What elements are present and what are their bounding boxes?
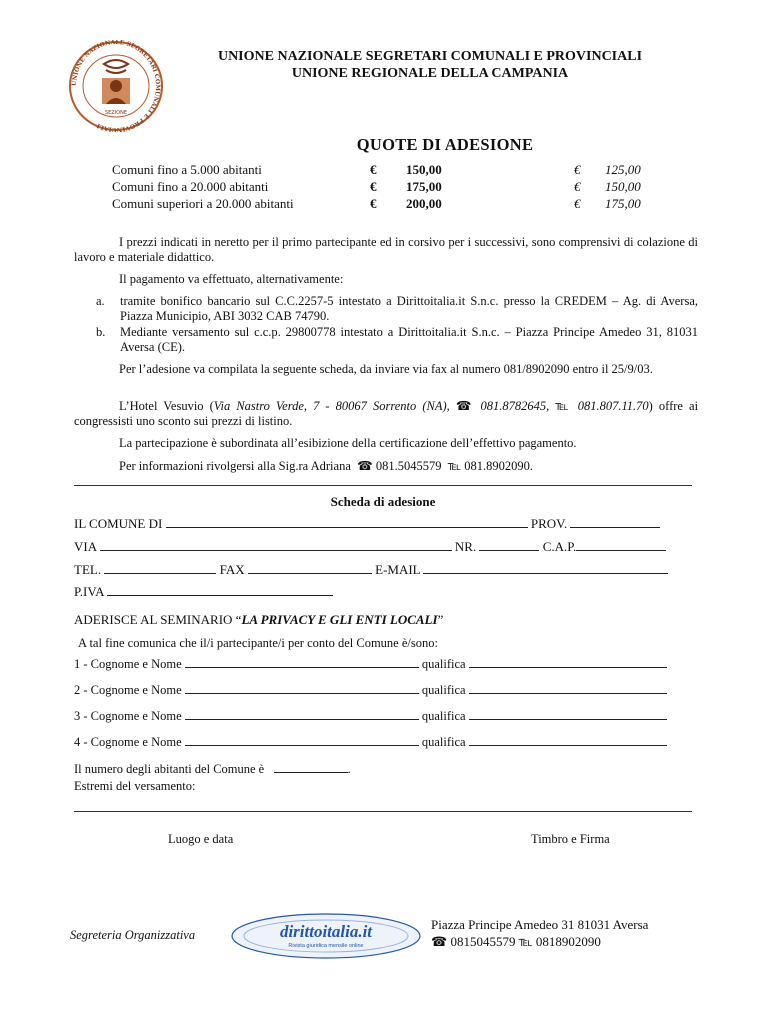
header-line-1: UNIONE NAZIONALE SEGRETARI COMUNALI E PROVINCIALI [217, 49, 643, 64]
via-field[interactable] [100, 539, 452, 551]
prov-field[interactable] [570, 516, 660, 528]
inhabitants-field[interactable] [274, 761, 348, 773]
inhabitants-row [74, 761, 694, 777]
fax-icon: ℡ [447, 459, 462, 473]
quote-first-price: 150,00 [406, 162, 442, 177]
fax-field[interactable] [248, 562, 372, 574]
seal-caption: SEZIONE [104, 110, 128, 116]
footer-phone-line [431, 933, 648, 950]
quote-label: Comuni superiori a 20.000 abitanti [112, 196, 294, 211]
participant-name-field[interactable] [185, 708, 419, 720]
euro-sign: € [574, 196, 581, 211]
quote-first-price: 200,00 [406, 196, 442, 211]
stamp-signature-label: Timbro e Firma [531, 832, 610, 846]
euro-sign: € [370, 179, 377, 194]
participant-name-field[interactable] [185, 734, 419, 746]
via-label: VIA [74, 539, 97, 554]
info-fax: 081.8902090. [464, 459, 534, 473]
payment-option-b [96, 325, 698, 355]
participant-role-field[interactable] [469, 734, 667, 746]
footer-organizer: Segreteria Organizzativa [70, 928, 196, 942]
payment-option-text: tramite bonifico bancario sul C.C.2257-5 intestato a Dirittoitalia.it S.n.c. presso la CREDEM – Ag. di Aversa, Piazza Municipio, ABI 3032 CAB 74790. [120, 294, 698, 323]
piva-field[interactable] [107, 584, 333, 596]
participants-intro: A tal fine comunica che il/i partecipante/i per conto del Comune è/sono: [78, 636, 438, 650]
hotel-phone: 081.8782645, [480, 399, 550, 413]
phone-icon: ☎ [431, 934, 448, 949]
adhesion-instructions: Per l’adesione va compilata la seguente scheda, da inviare via fax al numero 081/8902090 entro il 25/9/03. [119, 362, 653, 376]
euro-sign: € [370, 196, 377, 211]
hotel-address: Via Nastro Verde, 7 - 80067 Sorrento (NA), [213, 399, 450, 413]
hotel-prefix: L’Hotel Vesuvio ( [119, 399, 214, 413]
dirittoitalia-logo [230, 912, 422, 960]
form-row-contacts [74, 562, 694, 578]
adherence-prefix: ADERISCE AL SEMINARIO “ [74, 612, 242, 627]
euro-sign: € [574, 179, 581, 194]
list-marker: a. [96, 294, 105, 308]
cap-label: C.A.P. [542, 539, 577, 554]
quote-first-price: 175,00 [406, 179, 442, 194]
hotel-suffix: ) offre ai congressisti uno sconto sui prezzi di listino. [74, 399, 699, 428]
hotel-fax: 081.807.11.70 [577, 399, 649, 413]
seal-ring-text: UNIONE NAZIONALE SEGRETARI COMUNALI E PROVINCIALI [70, 40, 162, 132]
list-marker: b. [96, 325, 106, 339]
nr-label: NR. [454, 539, 477, 554]
inhabitants-end: . [347, 762, 351, 776]
comune-label: IL COMUNE DI [74, 516, 163, 531]
footer-contacts [431, 916, 648, 950]
payment-option-text: Mediante versamento sul c.c.p. 29800778 intestato a Dirittoitalia.it S.n.c. – Piazza Principe Amedeo 31, 81031 Aversa (CE). [120, 325, 698, 354]
divider [74, 485, 692, 486]
qualifica-label: qualifica [421, 683, 466, 697]
seminar-adherence [74, 612, 694, 628]
participant-row [74, 734, 694, 750]
tel-label: TEL. [74, 562, 102, 577]
page-title: QUOTE DI ADESIONE [356, 135, 534, 154]
participant-label: 3 - Cognome e Nome [74, 709, 182, 723]
info-phone: 081.5045579 [375, 459, 442, 473]
email-field[interactable] [423, 562, 668, 574]
email-label: E-MAIL [375, 562, 421, 577]
qualifica-label: qualifica [421, 657, 466, 671]
participation-condition: La partecipazione è subordinata all’esibizione della certificazione dell’effettivo pagamento. [119, 436, 577, 450]
fax-icon: ℡ [518, 934, 533, 949]
payment-details-label: Estremi del versamento: [74, 779, 196, 793]
form-row-via [74, 539, 694, 555]
footer-address: Piazza Principe Amedeo 31 81031 Aversa [431, 917, 649, 932]
participant-label: 2 - Cognome e Nome [74, 683, 182, 697]
info-prefix: Per informazioni rivolgersi alla Sig.ra Adriana [119, 459, 351, 473]
participant-name-field[interactable] [185, 656, 419, 668]
participant-row [74, 708, 694, 724]
fax-label: FAX [219, 562, 245, 577]
participant-row [74, 682, 694, 698]
quote-other-price: 125,00 [605, 162, 641, 177]
qualifica-label: qualifica [421, 709, 466, 723]
participant-role-field[interactable] [469, 656, 667, 668]
qualifica-label: qualifica [421, 735, 466, 749]
cap-field[interactable] [576, 539, 666, 551]
quote-label: Comuni fino a 5.000 abitanti [112, 162, 262, 177]
euro-sign: € [370, 162, 377, 177]
footer-fax: 0818902090 [535, 934, 601, 949]
quote-other-price: 175,00 [605, 196, 641, 211]
header-line-2: UNIONE REGIONALE DELLA CAMPANIA [291, 66, 569, 81]
piva-label: P.IVA [74, 584, 104, 599]
payment-intro: Il pagamento va effettuato, alternativamente: [119, 272, 344, 286]
quote-label: Comuni fino a 20.000 abitanti [112, 179, 269, 194]
seminar-name: LA PRIVACY E GLI ENTI LOCALI [241, 612, 438, 627]
prov-label: PROV. [530, 516, 568, 531]
footer-phone: 0815045579 [450, 934, 516, 949]
hotel-offer [74, 399, 698, 429]
payment-details-field[interactable] [74, 811, 692, 812]
participant-label: 4 - Cognome e Nome [74, 735, 182, 749]
tel-field[interactable] [104, 562, 216, 574]
quote-other-price: 150,00 [605, 179, 641, 194]
euro-sign: € [574, 162, 581, 177]
participant-label: 1 - Cognome e Nome [74, 657, 182, 671]
form-row-comune [74, 516, 694, 532]
phone-icon: ☎ [357, 459, 373, 473]
participant-name-field[interactable] [185, 682, 419, 694]
info-contacts [74, 459, 698, 474]
fax-icon: ℡ [555, 399, 572, 413]
participant-role-field[interactable] [469, 708, 667, 720]
payment-option-a [96, 294, 698, 324]
adherence-suffix: ” [437, 612, 444, 627]
participant-row [74, 656, 694, 672]
place-date-label: Luogo e data [168, 832, 234, 846]
logo-subtitle: Rivista giuridica mensile online [288, 943, 364, 949]
phone-icon: ☎ [455, 399, 475, 413]
inhabitants-label: Il numero degli abitanti del Comune è [74, 762, 265, 776]
prices-note: I prezzi indicati in neretto per il primo partecipante ed in corsivo per i successivi, sono comprensivi di colazione di lavoro e materiale didattico. [74, 235, 698, 264]
form-row-piva [74, 584, 694, 600]
nr-field[interactable] [479, 539, 539, 551]
comune-field[interactable] [166, 516, 528, 528]
participant-role-field[interactable] [469, 682, 667, 694]
logo-text: dirittoitalia.it [279, 922, 373, 941]
form-section-title: Scheda di adesione [330, 494, 436, 509]
